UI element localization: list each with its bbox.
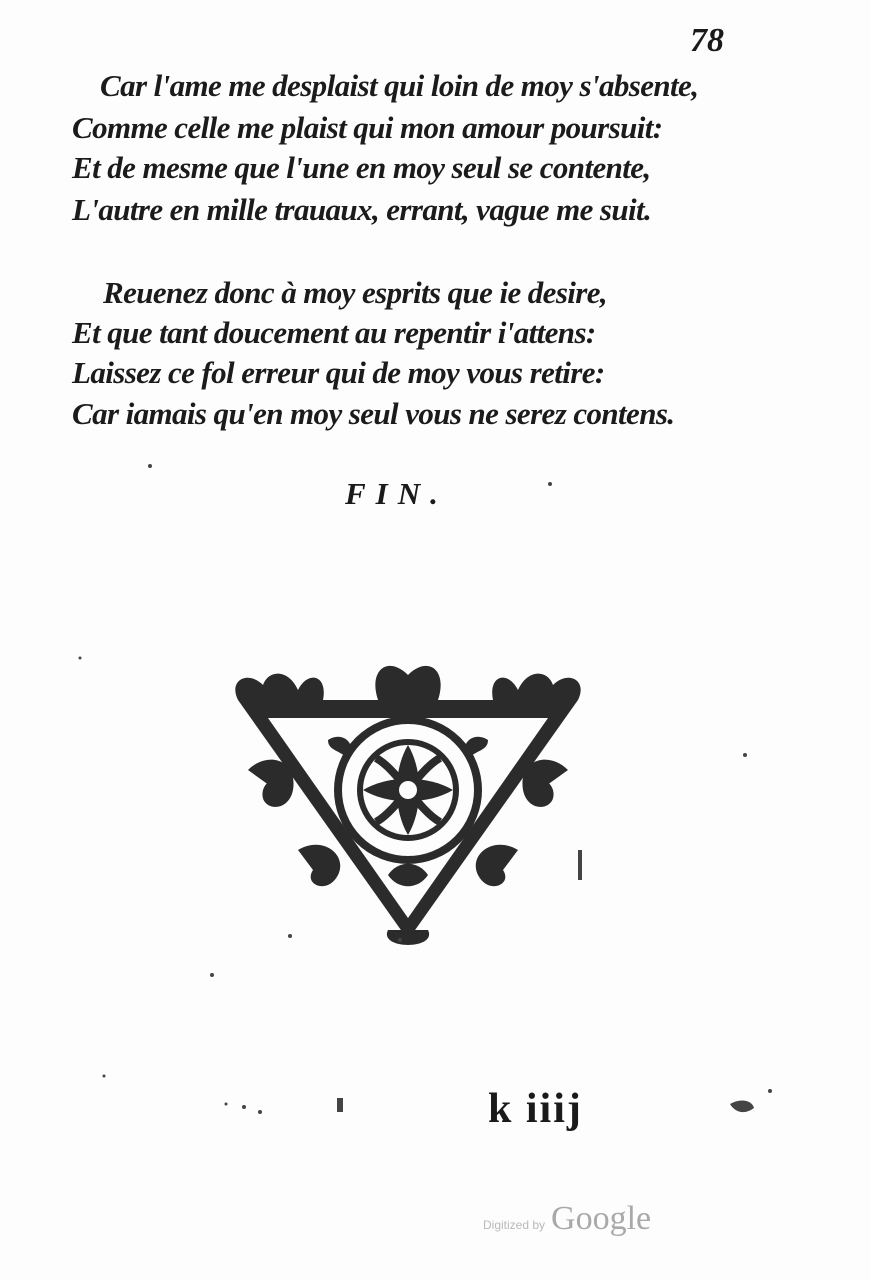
verse-line: Car iamais qu'en moy seul vous ne serez contens. [72,396,675,431]
verse-line: Car l'ame me desplaist qui loin de moy s'absente, [100,68,699,103]
fin-mark: FIN. [345,476,448,511]
verse-line: L'autre en mille trauaux, errant, vague me suit. [72,192,652,227]
verse-line: Comme celle me plaist qui mon amour poursuit: [72,110,663,145]
verse-line: Reuenez donc à moy esprits que ie desire, [103,275,608,310]
watermark-prefix: Digitized by [483,1218,546,1232]
digitized-watermark [483,1200,651,1238]
signature-mark: k iiij [488,1086,583,1132]
page-number: 78 [690,22,724,59]
verse-line: Et de mesme que l'une en moy seul se contente, [72,150,651,185]
google-logo: Google [551,1200,652,1237]
verse-line: Laissez ce fol erreur qui de moy vous retire: [72,355,605,390]
verse-line: Et que tant doucement au repentir i'attens: [72,315,596,350]
